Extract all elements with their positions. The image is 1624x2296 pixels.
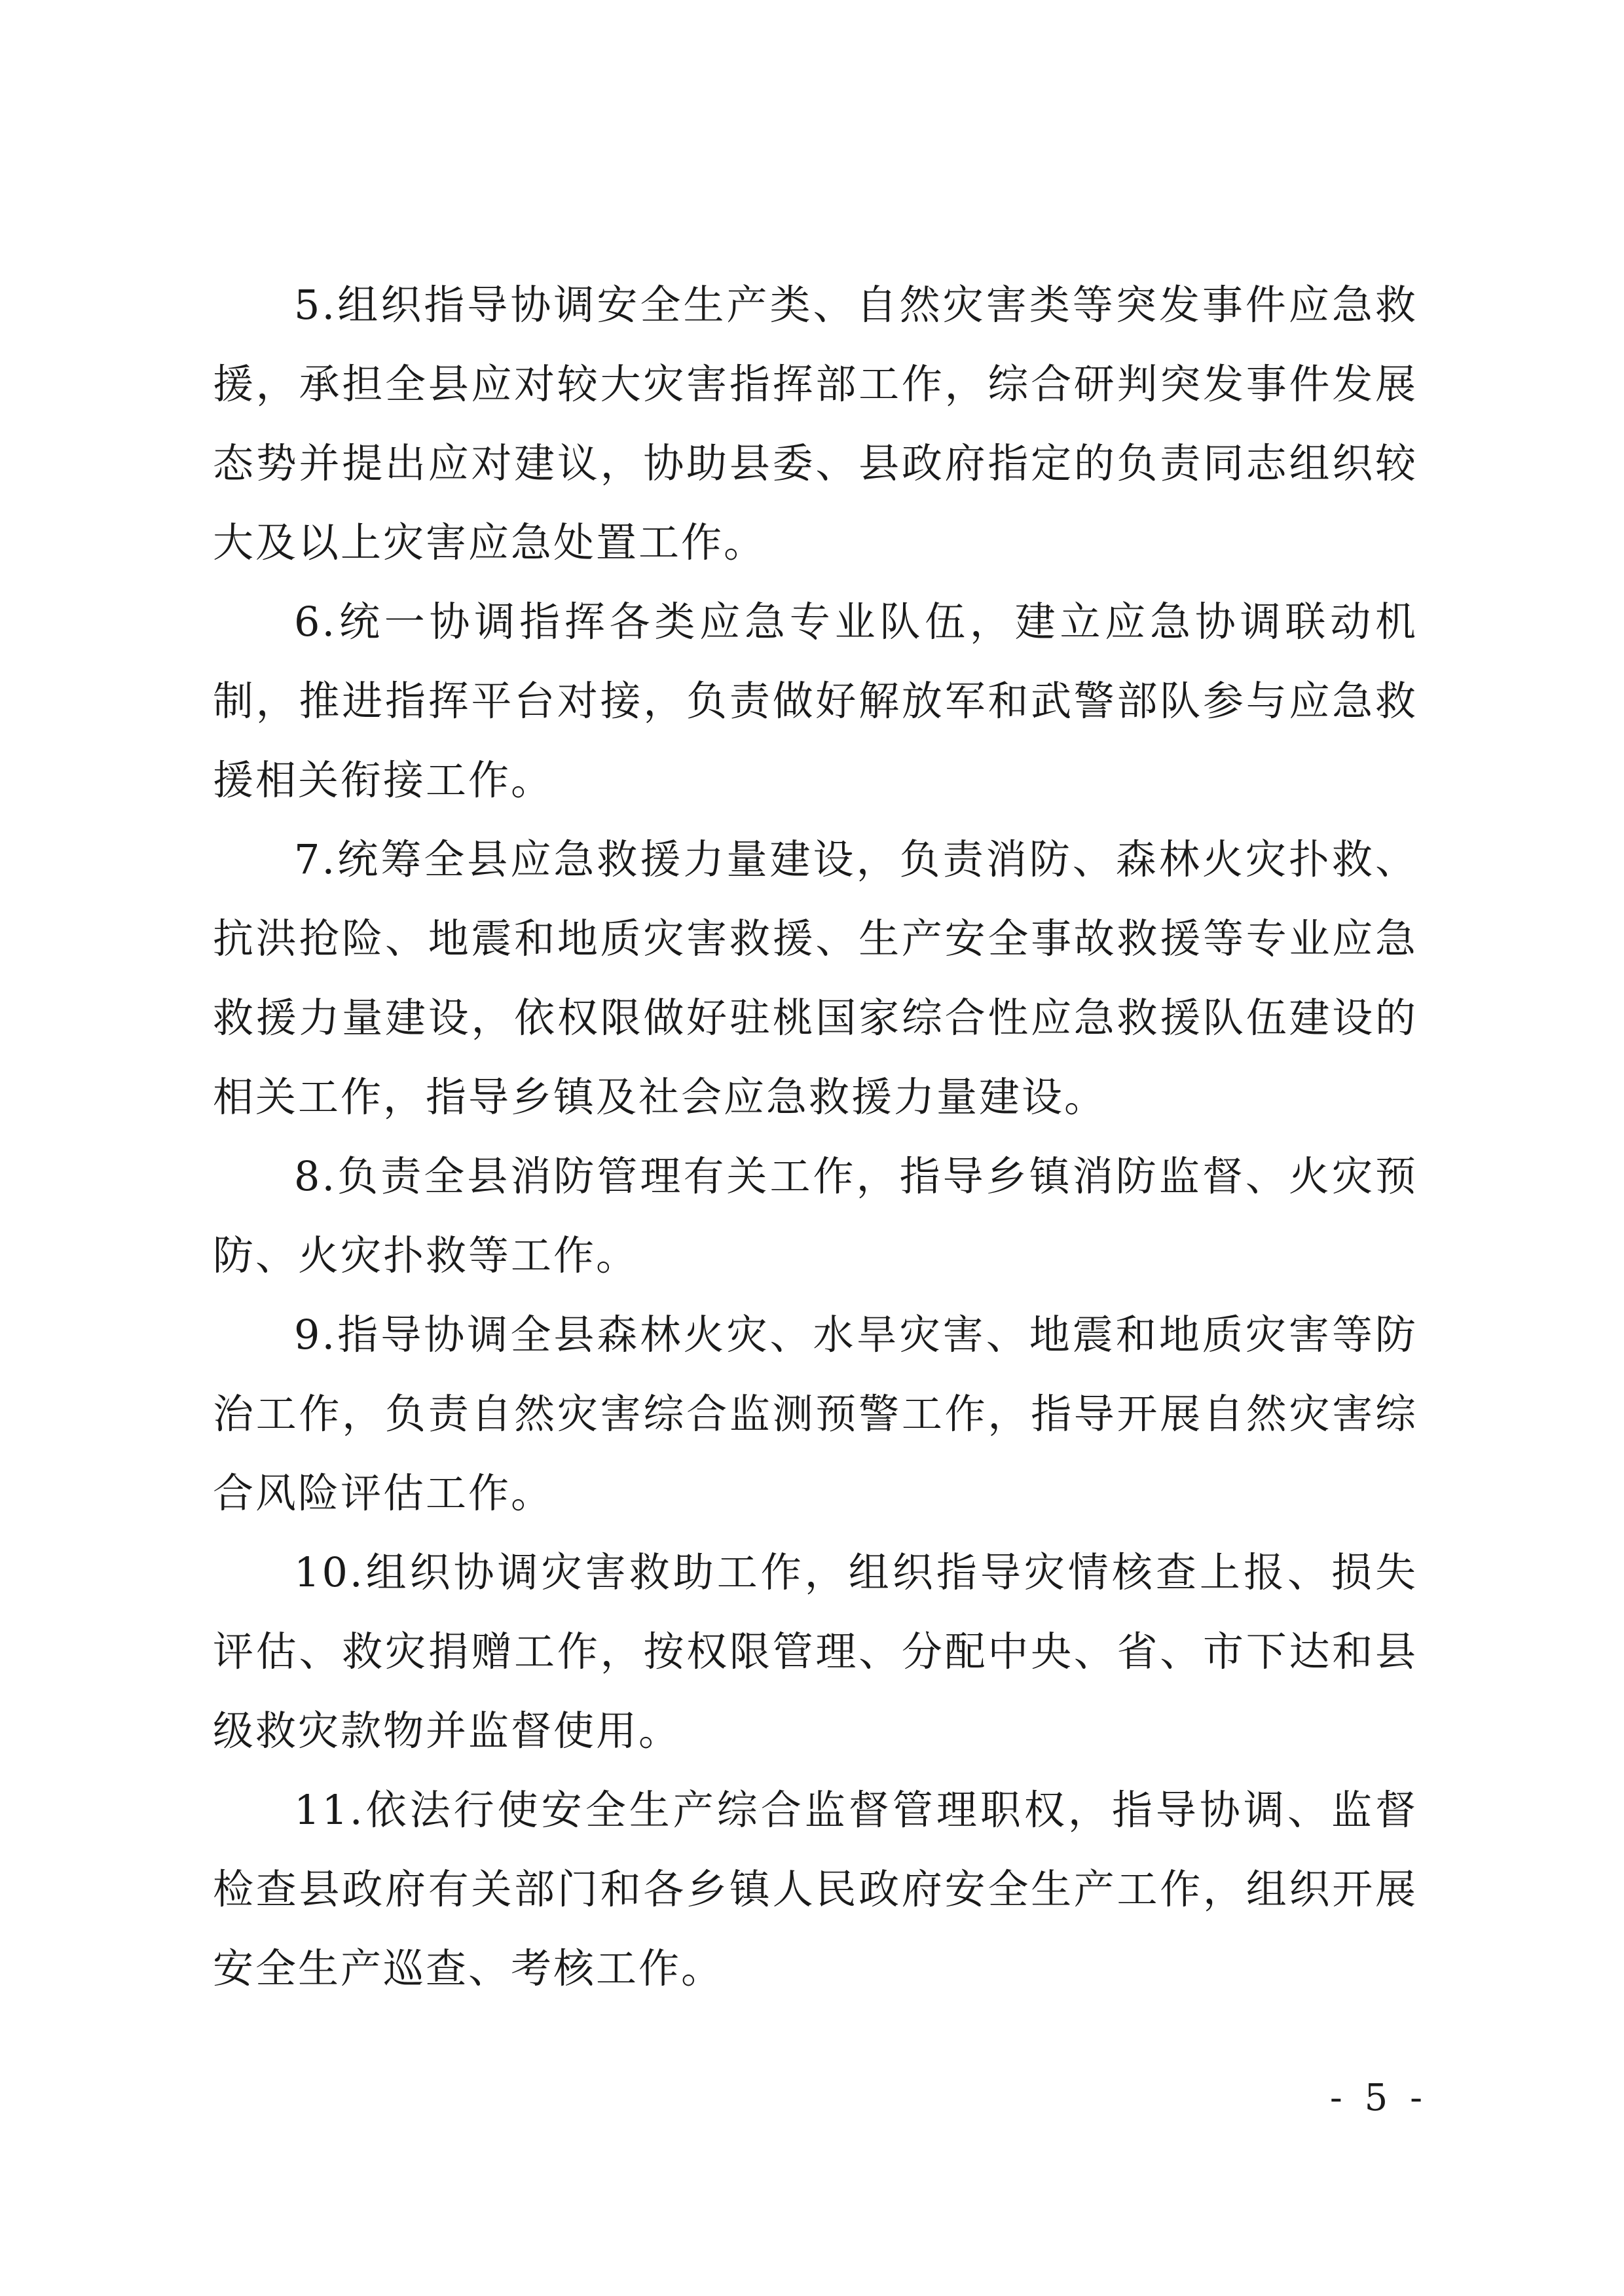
paragraph-item-5: 5.组织指导协调安全生产类、自然灾害类等突发事件应急救援，承担全县应对较大灾害指挥部工作，综合研判突发事件发展态势并提出应对建议，协助县委、县政府指定的负责同志组织较大及以上灾害应急处置工作。: [213, 281, 1418, 566]
page-number: - 5 -: [1329, 2077, 1428, 2119]
paragraph-item-7: 7.统筹全县应急救援力量建设，负责消防、森林火灾扑救、抗洪抢险、地震和地质灾害救援、生产安全事故救援等专业应急救援力量建设，依权限做好驻桃国家综合性应急救援队伍建设的相关工作，指导乡镇及社会应急救援力量建设。: [213, 835, 1418, 1121]
paragraph-item-11: 11.依法行使安全生产综合监督管理职权，指导协调、监督检查县政府有关部门和各乡镇人民政府安全生产工作，组织开展安全生产巡查、考核工作。: [213, 1786, 1418, 1992]
paragraph-item-10: 10.组织协调灾害救助工作，组织指导灾情核查上报、损失评估、救灾捐赠工作，按权限管理、分配中央、省、市下达和县级救灾款物并监督使用。: [213, 1548, 1418, 1755]
paragraph-item-8: 8.负责全县消防管理有关工作，指导乡镇消防监督、火灾预防、火灾扑救等工作。: [213, 1152, 1418, 1279]
paragraph-item-9: 9.指导协调全县森林火灾、水旱灾害、地震和地质灾害等防治工作，负责自然灾害综合监测预警工作，指导开展自然灾害综合风险评估工作。: [213, 1311, 1418, 1517]
document-body: [213, 265, 1418, 2008]
paragraph-item-6: 6.统一协调指挥各类应急专业队伍，建立应急协调联动机制，推进指挥平台对接，负责做好解放军和武警部队参与应急救援相关衔接工作。: [213, 598, 1418, 804]
